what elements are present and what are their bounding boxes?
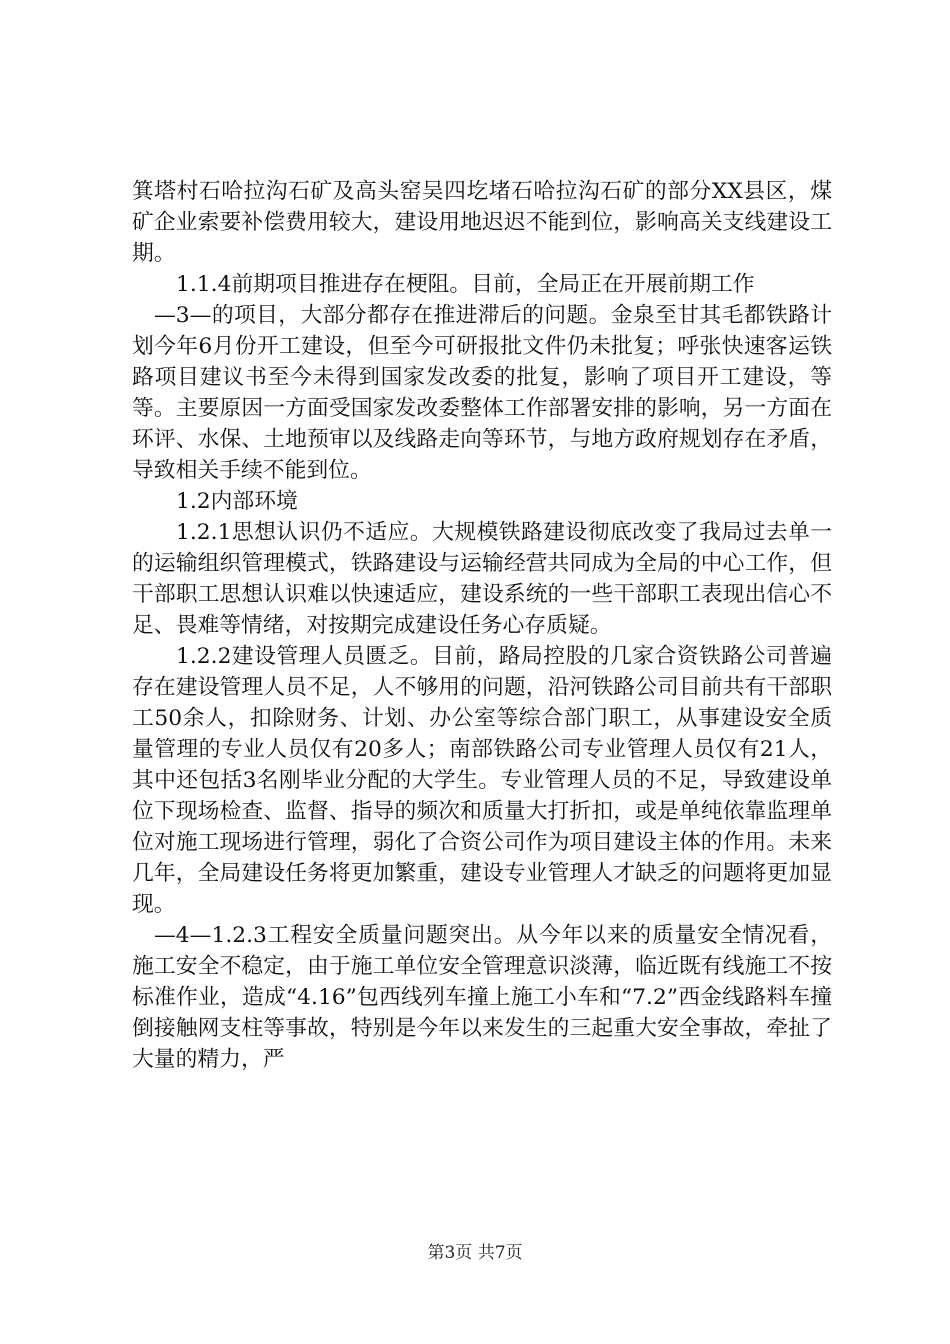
page-footer: 第3页 共7页	[427, 1243, 523, 1263]
document-body	[132, 176, 832, 1075]
paragraph-5: 1.2.2建设管理人员匮乏。目前，路局控股的几家合资铁路公司普遍存在建设管理人员不足，人不够用的问题，沿河铁路公司目前共有干部职工50余人，扣除财务、计划、办公室等综合部门职工，从事建设安全质量管理的专业人员仅有20多人；南部铁路公司专业管理人员仅有21人，其中还包括3名刚毕业分配的大学生。专业管理人员的不足，导致建设单位下现场检查、监督、指导的频次和质量大打折扣，或是单纯依靠监理单位对施工现场进行管理，弱化了合资公司作为项目建设主体的作用。未来几年，全局建设任务将更加繁重，建设专业管理人才缺乏的问题将更加显现。	[132, 644, 832, 917]
paragraph-2: 1.1.4前期项目推进存在梗阻。目前，全局正在开展前期工作	[176, 272, 755, 297]
paragraph-3: —3—的项目，大部分都存在推进滞后的问题。金泉至甘其毛都铁路计划今年6月份开工建设，但至今可研报批文件仍未批复；呼张快速客运铁路项目建议书至今未得到国家发改委的批复，影响了项目开工建设，等等。主要原因一方面受国家发改委整体工作部署安排的影响，另一方面在环评、水保、土地预审以及线路走向等环节，与地方政府规划存在矛盾，导致相关手续不能到位。	[132, 303, 832, 483]
paragraph-4: 1.2.1思想认识仍不适应。大规模铁路建设彻底改变了我局过去单一的运输组织管理模式，铁路建设与运输经营共同成为全局的中心工作，但干部职工思想认识难以快速适应，建设系统的一些干部职工表现出信心不足、畏难等情绪，对按期完成建设任务心存质疑。	[132, 520, 832, 638]
paragraph-6: —4—1.2.3工程安全质量问题突出。从今年以来的质量安全情况看，施工安全不稳定，由于施工单位安全管理意识淡薄，临近既有线施工不按标准作业，造成“4.16”包西线列车撞上施工小车和“7.2”西金线路料车撞倒接触网支柱等事故，特别是今年以来发生的三起重大安全事故，牵扯了大量的精力，严	[132, 923, 832, 1072]
section-heading-1-2: 1.2内部环境	[176, 489, 298, 514]
paragraph-1: 箕塔村石哈拉沟石矿及高头窑吴四圪堵石哈拉沟石矿的部分XX县区，煤矿企业索要补偿费用较大，建设用地迟迟不能到位，影响高关支线建设工期。	[132, 179, 832, 266]
